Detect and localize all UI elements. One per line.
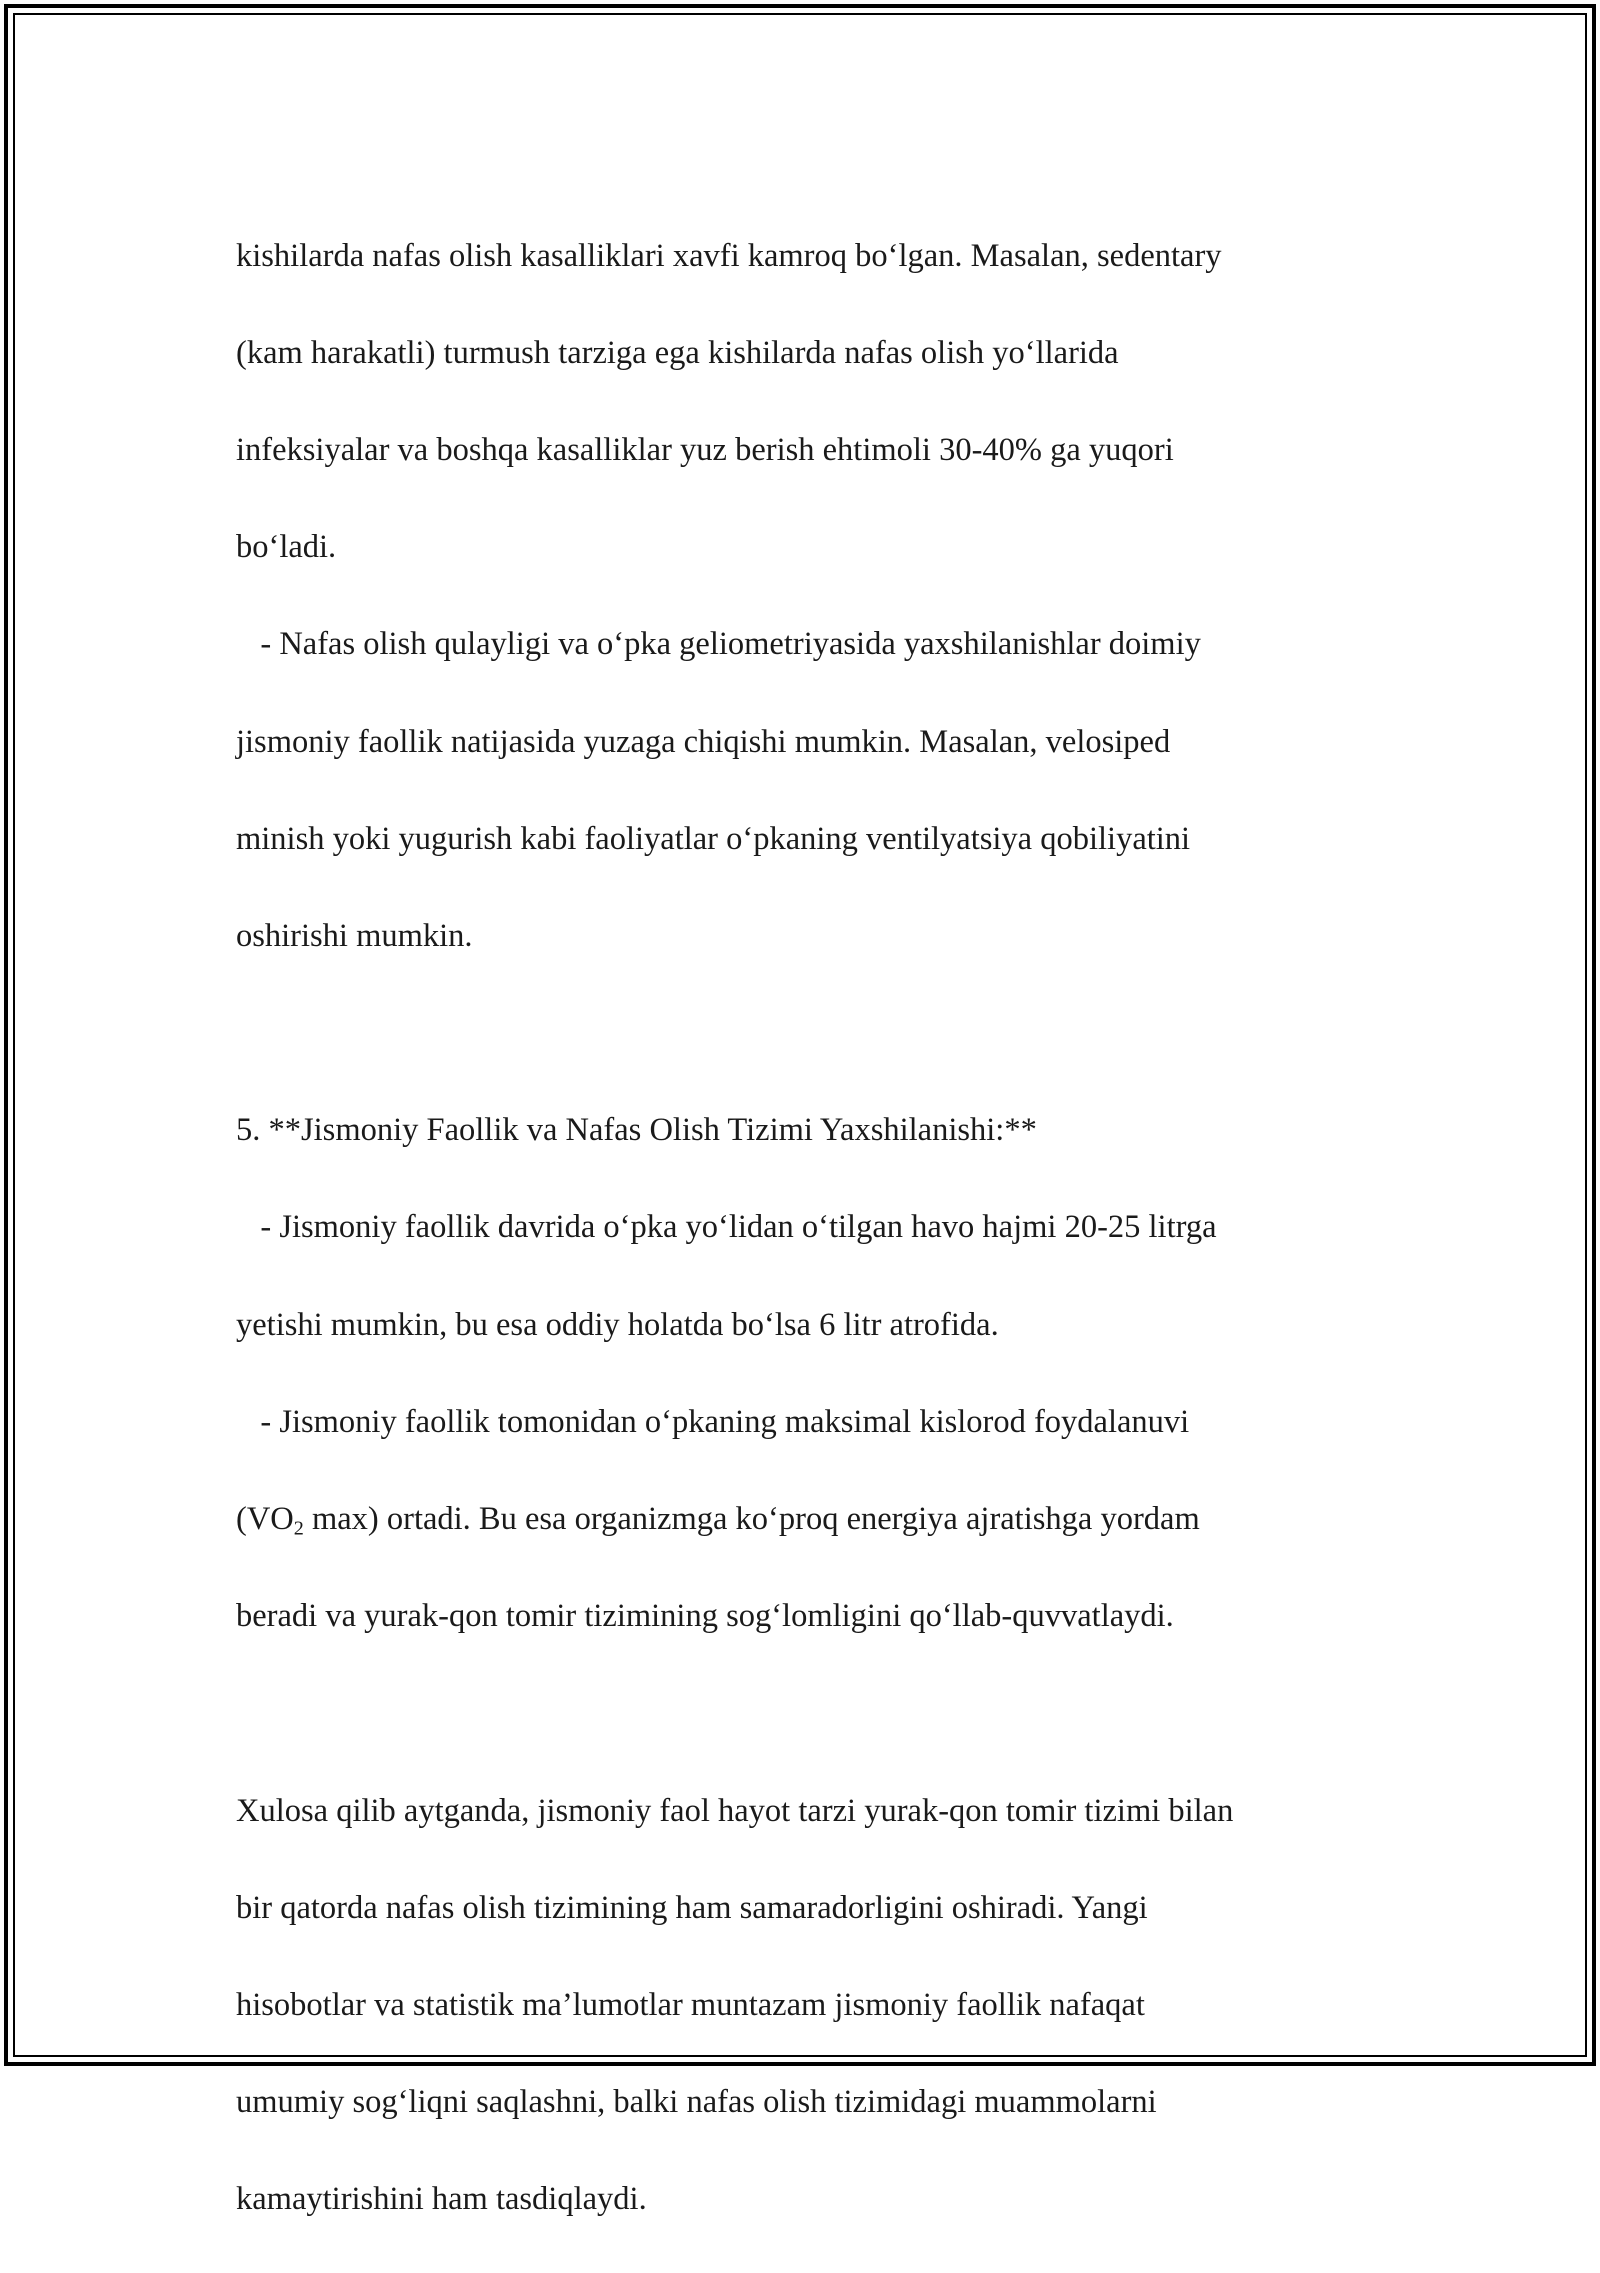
bullet-line: yetishi mumkin, bu esa oddiy holatda bo‘lsa 6 litr atrofida. (236, 1306, 999, 1343)
document-body (236, 183, 1376, 2273)
paragraph-conclusion (236, 1738, 1376, 2273)
text-line: infeksiyalar va boshqa kasalliklar yuz berish ehtimoli 30-40% ga yuqori (236, 431, 1174, 468)
text-line: - Nafas olish qulayligi va o‘pka geliometriyasida yaxshilanishlar doimiy (236, 626, 1201, 663)
text-line: umumiy sog‘liqni saqlashni, balki nafas olish tizimidagi muammolarni (236, 2084, 1157, 2121)
blank-line (236, 1009, 1376, 1058)
text-line: (kam harakatli) turmush tarziga ega kishilarda nafas olish yo‘llarida (236, 334, 1119, 371)
text-line: minish yoki yugurish kabi faoliyatlar o‘pkaning ventilyatsiya qobiliyatini (236, 820, 1191, 857)
vo2-suffix: max) ortadi. Bu esa organizmga ko‘proq energiya ajratishga yordam (303, 1501, 1200, 1538)
section-5 (236, 1058, 1376, 1690)
vo2-subscript: 2 (293, 1517, 304, 1540)
paragraph-respiratory-risk (236, 183, 1376, 1009)
vo2-prefix: (VO (236, 1501, 294, 1538)
bullet-line: - Jismoniy faollik davrida o‘pka yo‘lidan o‘tilgan havo hajmi 20-25 litrga (236, 1209, 1217, 1246)
text-line: kishilarda nafas olish kasalliklari xavfi kamroq bo‘lgan. Masalan, sedentary (236, 237, 1222, 274)
section-heading: 5. **Jismoniy Faollik va Nafas Olish Tizimi Yaxshilanishi:** (236, 1112, 1037, 1149)
text-line: Xulosa qilib aytganda, jismoniy faol hayot tarzi yurak-qon tomir tizimi bilan (236, 1792, 1234, 1829)
bullet-line: beradi va yurak-qon tomir tizimining sog‘lomligini qo‘llab-quvvatlaydi. (236, 1598, 1174, 1635)
blank-line (236, 1689, 1376, 1738)
text-line: jismoniy faollik natijasida yuzaga chiqishi mumkin. Masalan, velosiped (236, 723, 1171, 760)
text-line: bo‘ladi. (236, 529, 337, 566)
text-line: hisobotlar va statistik ma’lumotlar muntazam jismoniy faollik nafaqat (236, 1986, 1145, 2023)
bullet-line: - Jismoniy faollik tomonidan o‘pkaning maksimal kislorod foydalanuvi (236, 1403, 1190, 1440)
bullet-line-vo2 (236, 1495, 1376, 1544)
text-line: kamaytirishini ham tasdiqlaydi. (236, 2181, 647, 2218)
text-line: bir qatorda nafas olish tizimining ham samaradorligini oshiradi. Yangi (236, 1889, 1148, 1926)
text-line: oshirishi mumkin. (236, 917, 473, 954)
